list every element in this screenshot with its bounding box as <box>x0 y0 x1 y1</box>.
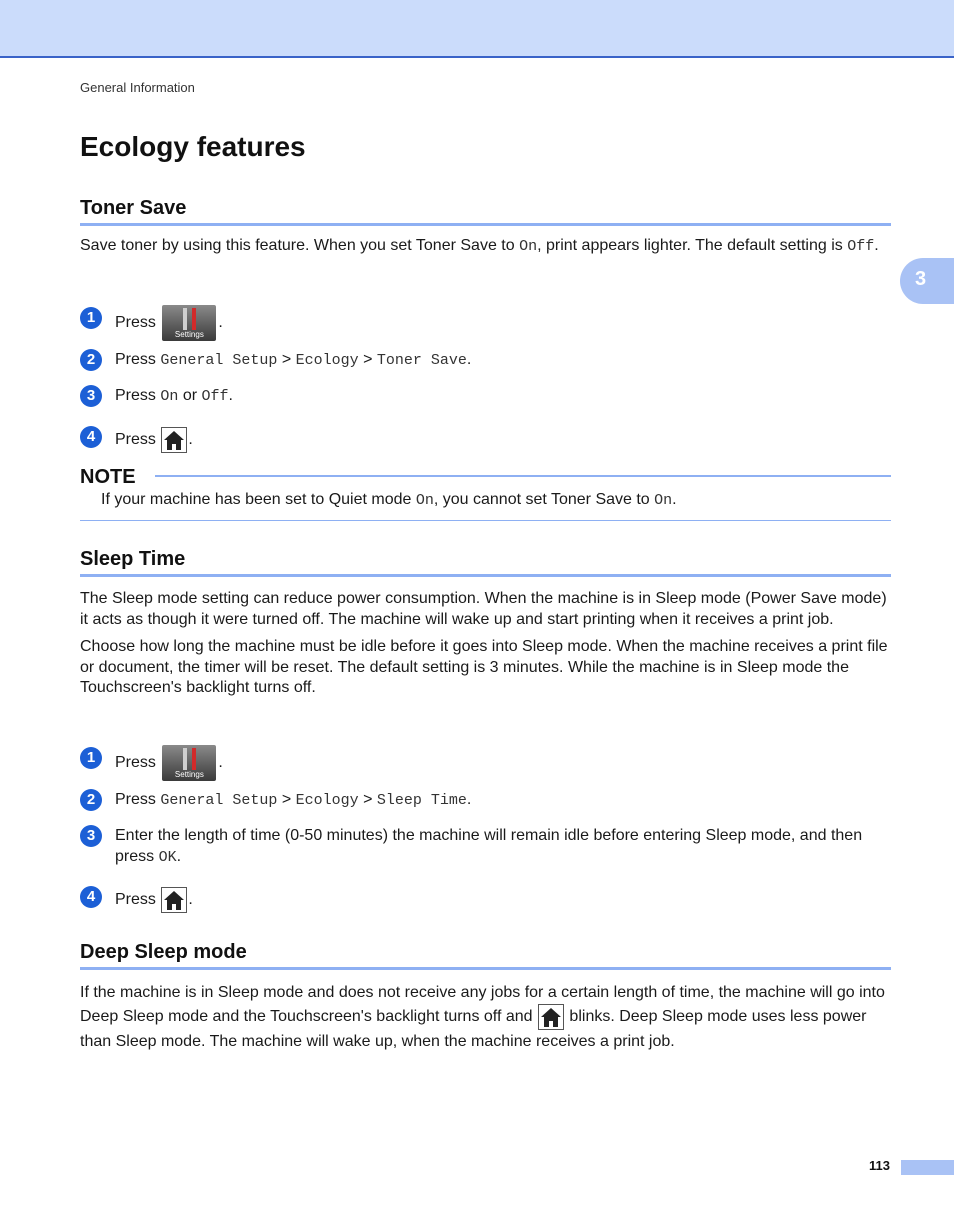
punct: . <box>672 491 677 508</box>
step-number: 1 <box>80 747 102 769</box>
step-number: 4 <box>80 426 102 448</box>
press-label: Press <box>115 754 156 772</box>
press-label: Press <box>115 431 156 449</box>
settings-button-icon <box>162 305 216 341</box>
step-number: 2 <box>80 349 102 371</box>
separator: > <box>281 351 292 368</box>
deep-sleep-text <box>80 981 891 1053</box>
or-label: or <box>182 387 198 404</box>
separator: > <box>363 351 373 368</box>
step-text <box>115 790 891 812</box>
press-label: Press <box>115 891 156 909</box>
menu-ecology: Ecology <box>295 792 359 809</box>
settings-icon-label: Settings <box>174 330 204 339</box>
wrench-icon <box>183 308 187 330</box>
menu-toner-save: Toner Save <box>376 352 467 369</box>
step-text <box>115 350 891 372</box>
menu-ecology: Ecology <box>295 352 359 369</box>
chapter-tab <box>900 258 954 304</box>
punct: . <box>176 847 182 865</box>
note-text-part: If your machine has been set to Quiet mode <box>101 491 416 508</box>
wrench-icon <box>183 748 187 770</box>
sleep-time-para-1: The Sleep mode setting can reduce power consumption. When the machine is in Sleep mode (Power Save mode) it acts as though it were turned off. The machine will wake up and start printing when it receives a print job. <box>80 590 887 628</box>
page-title: Ecology features <box>80 131 306 162</box>
intro-text: , print appears lighter. The default setting is <box>537 237 848 254</box>
note-text-part: , you cannot set Toner Save to <box>433 491 655 508</box>
sleep-time-para-2: Choose how long the machine must be idle before it goes into Sleep mode. When the machine receives a print file or document, the timer will be reset. The default setting is 3 minutes. While the machine is in Sleep mode the Touchscreen's backlight turns off. <box>80 638 888 696</box>
ok-key: OK <box>158 848 177 866</box>
home-icon <box>161 887 187 913</box>
settings-icon-label: Settings <box>174 770 204 779</box>
step-number: 4 <box>80 886 102 908</box>
sleep-time-section <box>80 548 891 699</box>
step-number: 3 <box>80 385 102 407</box>
separator: > <box>363 791 373 808</box>
step-text <box>115 427 891 453</box>
settings-button-icon <box>162 745 216 781</box>
page-tab <box>901 1160 954 1175</box>
punct: . <box>228 387 233 404</box>
menu-general-setup: General Setup <box>160 352 278 369</box>
toner-save-section <box>80 197 891 258</box>
step-number: 2 <box>80 789 102 811</box>
setting-on: On <box>654 492 673 509</box>
press-label: Press <box>115 791 156 808</box>
deep-sleep-text-part: If the machine is in Sleep mode and does not receive any jobs for a certain length of time, the machine will go into Deep Sleep mode and the Touchscreen's backlight turns off and <box>80 984 885 1026</box>
step-number: 1 <box>80 307 102 329</box>
press-label: Press <box>115 314 156 332</box>
setting-off: Off <box>847 238 875 255</box>
press-label: Press <box>115 351 156 368</box>
deep-sleep-section <box>80 941 891 1053</box>
section-heading-toner-save: Toner Save <box>80 197 891 226</box>
menu-general-setup: General Setup <box>160 792 278 809</box>
page-number: 113 <box>869 1158 890 1173</box>
home-icon <box>538 1004 564 1030</box>
setting-on: On <box>415 492 434 509</box>
breadcrumb: General Information <box>80 80 195 95</box>
punct: . <box>188 431 193 449</box>
toner-save-intro <box>80 236 891 258</box>
punct: . <box>218 314 223 332</box>
home-icon <box>161 427 187 453</box>
step-text <box>115 887 891 913</box>
step-3-text: Enter the length of time (0-50 minutes) the machine will remain idle before entering Sleep mode, and then press <box>115 827 863 865</box>
step-text <box>115 305 891 341</box>
step-text <box>115 745 891 781</box>
section-heading-deep-sleep: Deep Sleep mode <box>80 941 891 970</box>
note-text <box>101 491 677 509</box>
step-text <box>115 386 891 408</box>
option-on: On <box>160 388 179 405</box>
note-heading: NOTE <box>80 466 136 488</box>
separator: > <box>281 791 292 808</box>
punct: . <box>466 791 472 808</box>
header-band <box>0 0 954 58</box>
section-heading-sleep-time: Sleep Time <box>80 548 891 577</box>
step-text <box>115 826 891 868</box>
punct: . <box>188 891 193 909</box>
intro-text: Save toner by using this feature. When you set Toner Save to <box>80 237 520 254</box>
punct: . <box>466 351 472 368</box>
setting-on: On <box>519 238 538 255</box>
press-label: Press <box>115 387 156 404</box>
punct: . <box>874 237 879 254</box>
note-bottom-divider <box>80 520 891 521</box>
step-number: 3 <box>80 825 102 847</box>
chapter-number: 3 <box>915 268 927 290</box>
screwdriver-icon <box>192 748 196 770</box>
note-divider <box>155 475 891 477</box>
deep-sleep-text-part: blinks. Deep Sleep mode uses less power than Sleep mode. The machine will wake up, when the machine receives a print job. <box>80 1008 867 1050</box>
punct: . <box>218 754 223 772</box>
option-off: Off <box>201 388 229 405</box>
menu-sleep-time: Sleep Time <box>376 792 467 809</box>
screwdriver-icon <box>192 308 196 330</box>
